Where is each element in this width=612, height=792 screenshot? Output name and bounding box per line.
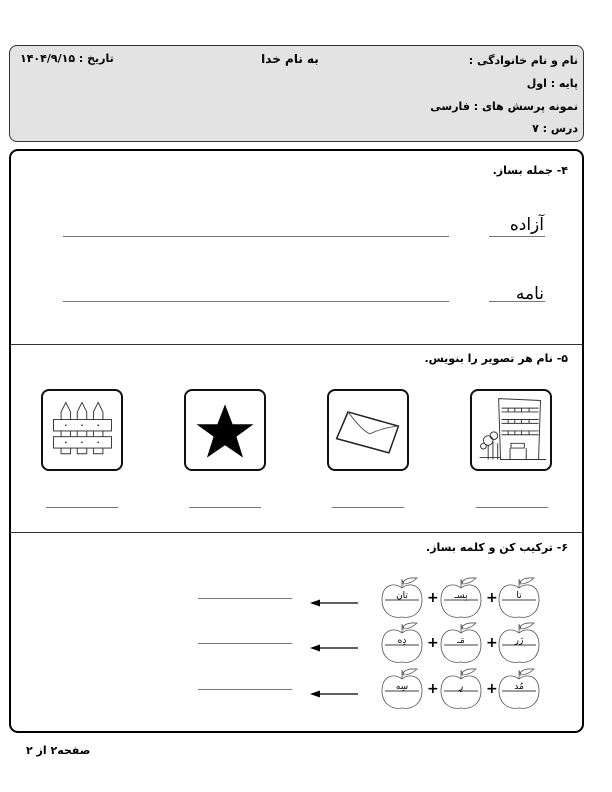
answer-line[interactable]	[63, 301, 449, 302]
answer-line[interactable]	[198, 598, 292, 599]
answer-line[interactable]	[198, 643, 292, 644]
word-underline	[489, 236, 545, 237]
arrow-left-icon	[310, 684, 360, 694]
answer-line[interactable]	[63, 236, 449, 237]
picture-box	[470, 389, 552, 471]
syllable: دِه	[397, 636, 407, 646]
given-word: آزاده	[509, 215, 544, 235]
answer-line[interactable]	[198, 689, 292, 690]
answer-line[interactable]	[332, 507, 404, 508]
lesson-label: درس : ۷	[532, 122, 578, 135]
question-4-title: ۴- جمله بساز.	[492, 164, 568, 177]
section-divider	[10, 344, 583, 345]
picture-box	[327, 389, 409, 471]
plus-sign: +	[486, 681, 498, 697]
picture-box	[184, 389, 266, 471]
syllable: بِسـ	[454, 591, 468, 601]
syllable: سِه	[395, 682, 409, 692]
answer-line[interactable]	[189, 507, 261, 508]
syllable: تان	[396, 591, 408, 601]
star-icon	[186, 391, 264, 469]
page-number: صفحه۲ از ۲	[26, 744, 91, 757]
envelope-icon	[329, 391, 407, 469]
question-6-title: ۶- ترکیب کن و کلمه بساز.	[426, 541, 568, 554]
plus-sign: +	[427, 590, 439, 606]
name-label: نام و نام خانوادگی :	[468, 54, 578, 67]
answer-line[interactable]	[476, 507, 548, 508]
picture-box	[41, 389, 123, 471]
syllable: رِ	[458, 682, 464, 692]
syllable: تا	[516, 591, 522, 601]
syllable: مُد	[514, 682, 524, 692]
fence-icon	[43, 391, 121, 469]
subject-label: نمونه پرسش های : فارسی	[430, 100, 578, 113]
arrow-left-icon	[310, 593, 360, 603]
syllable: زَر	[514, 636, 524, 646]
arrow-left-icon	[310, 638, 360, 648]
date-label: تاریخ : ۱۴۰۴/۹/۱۵	[20, 52, 114, 65]
answer-line[interactable]	[46, 507, 118, 508]
syllable: مَـ	[457, 636, 465, 646]
plus-sign: +	[486, 635, 498, 651]
plus-sign: +	[427, 635, 439, 651]
section-divider	[10, 532, 583, 533]
plus-sign: +	[486, 590, 498, 606]
question-5-title: ۵- نام هر تصویر را بنویس.	[424, 352, 568, 365]
grade-label: پایه : اول	[526, 77, 578, 90]
plus-sign: +	[427, 681, 439, 697]
building-icon	[472, 391, 550, 469]
header-title: به نام خدا	[261, 52, 319, 66]
given-word: نامه	[515, 284, 544, 304]
